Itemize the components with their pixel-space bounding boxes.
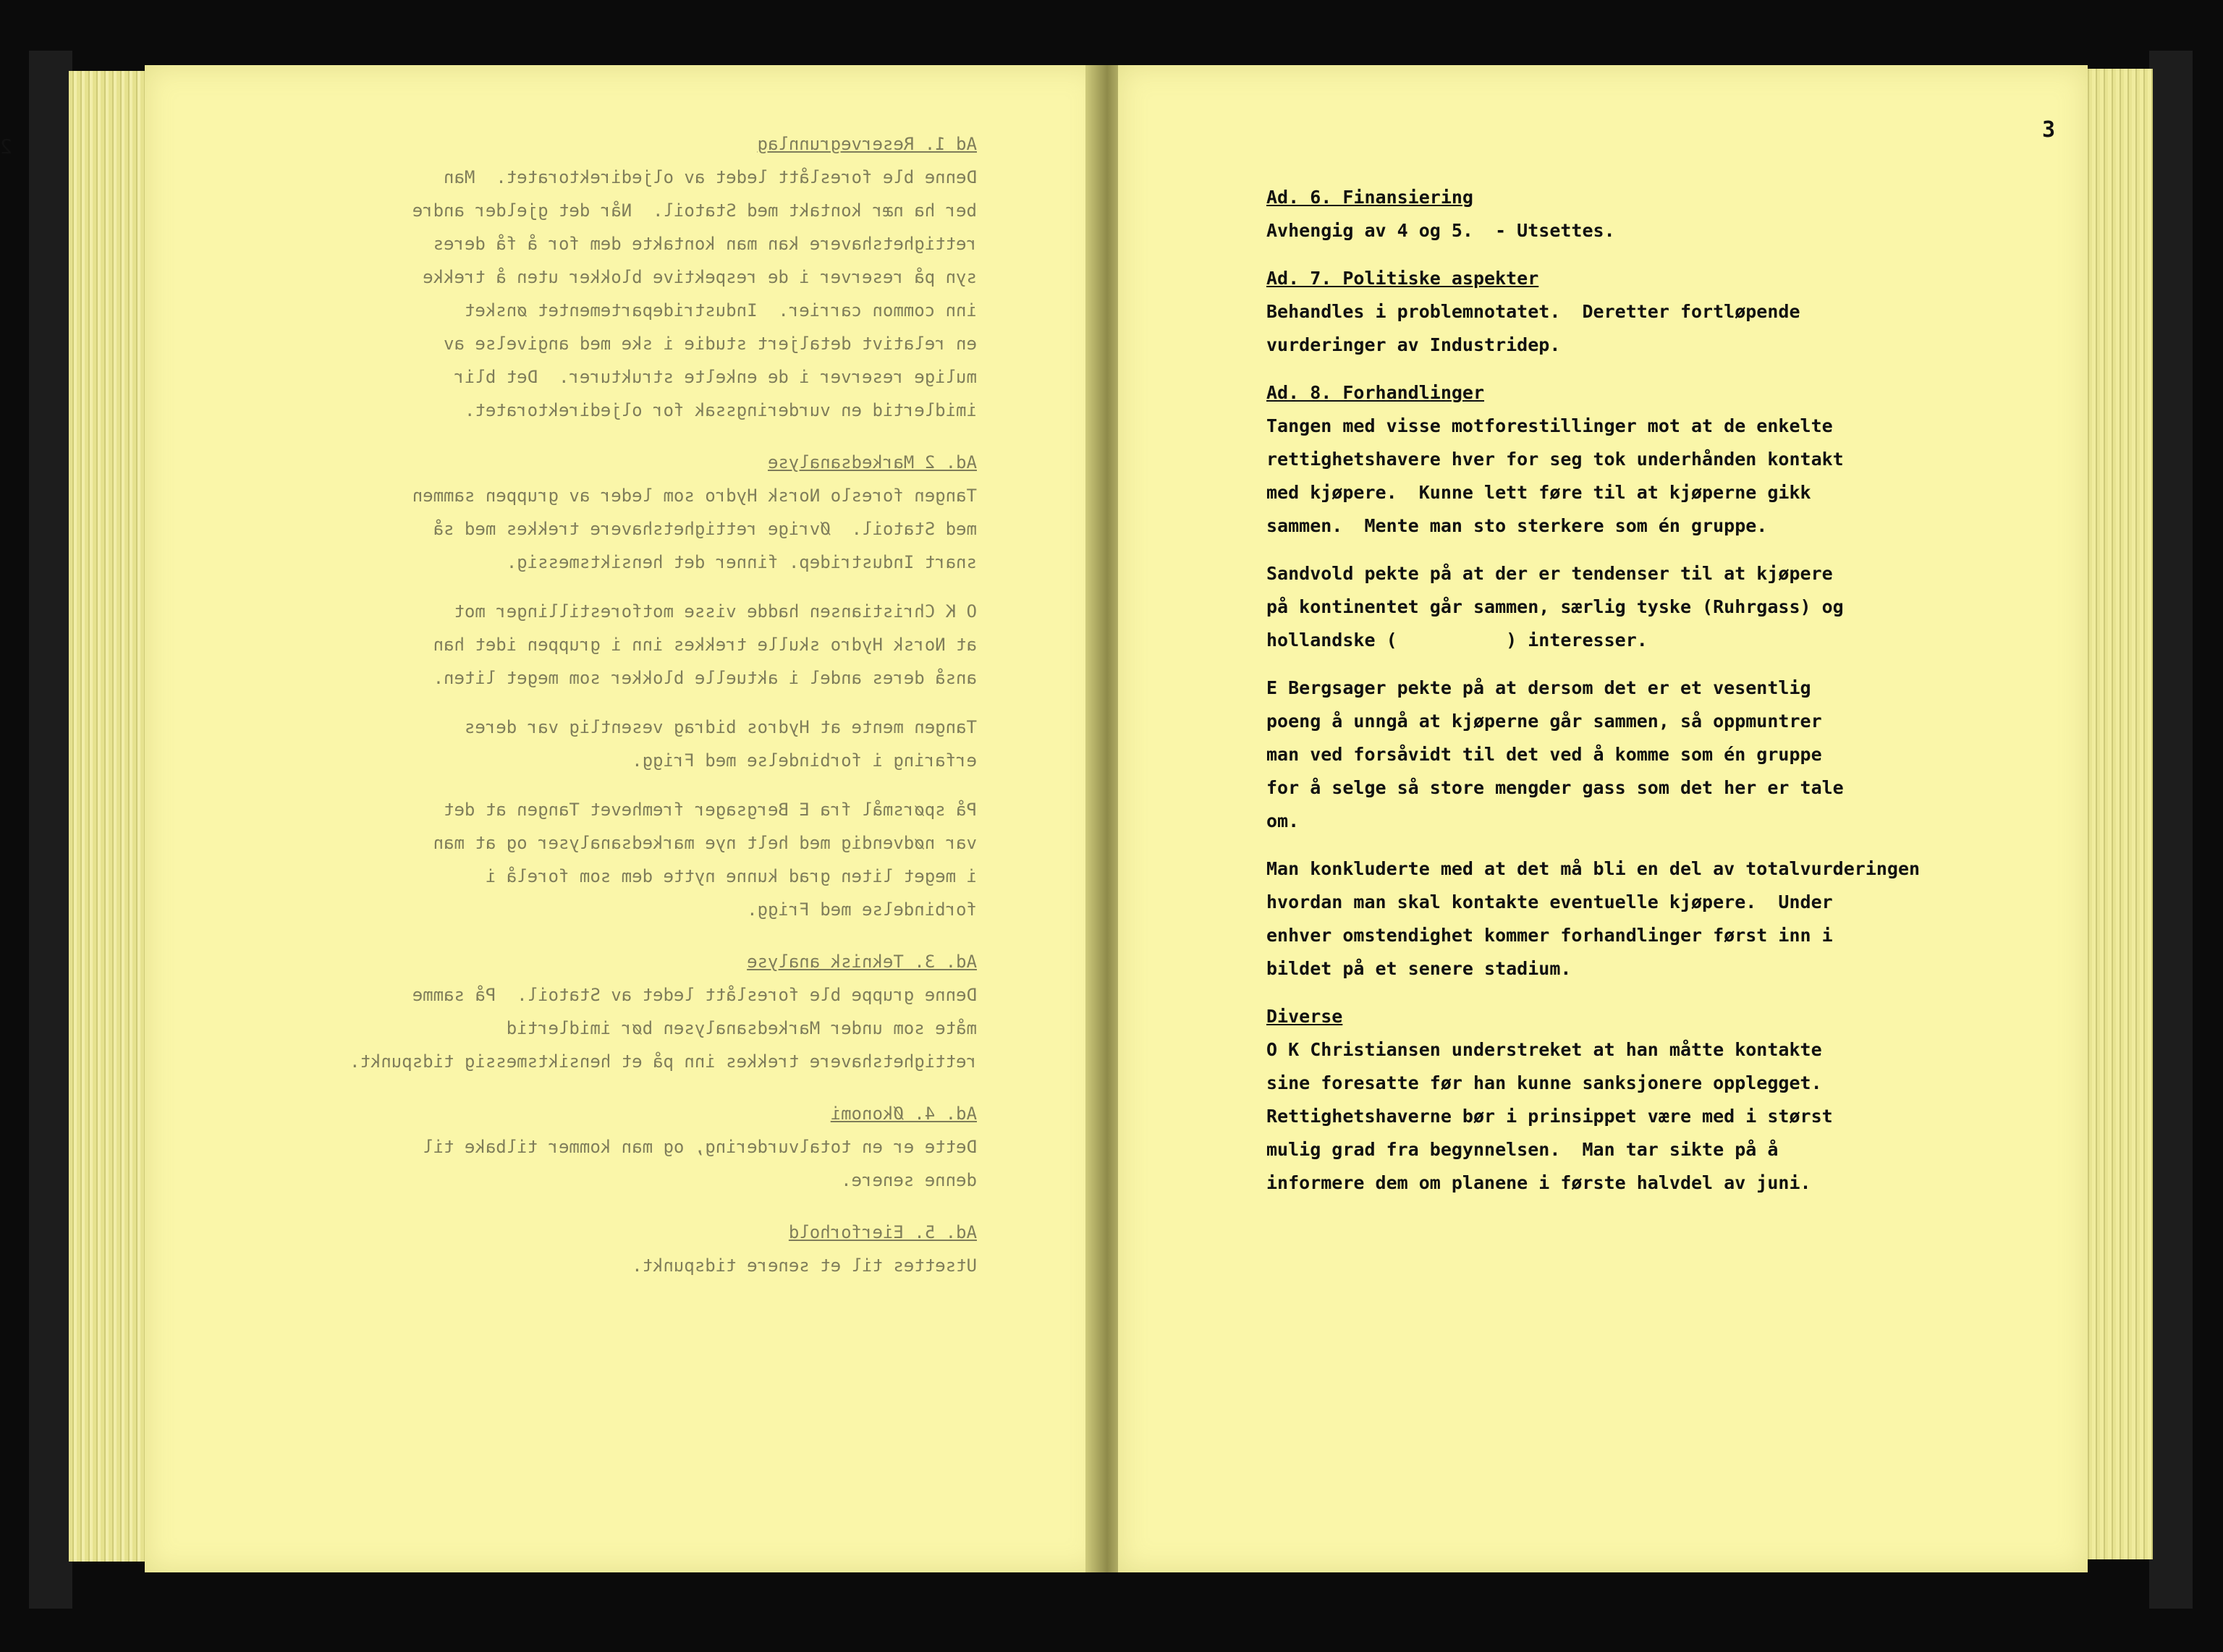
right-page-section-body: Behandles i problemnotatet. Deretter fortløpende vurderinger av Industridep. (1266, 301, 1800, 355)
right-page-section-heading: Ad. 6. Finansiering (1266, 187, 1473, 208)
right-page-section (1266, 852, 2070, 986)
left-page-section (253, 1216, 977, 1282)
right-page (1118, 65, 2088, 1572)
right-page-section-heading: Diverse (1266, 1006, 1343, 1027)
right-page-section-body: E Bergsager pekte på at dersom det er et vesentlig poeng å unngå at kjøperne går sammen, så oppmuntrer man ved forsåvidt til det ved å komme som én gruppe for å selge så store mengder gass som det her er tale om. (1266, 677, 1844, 831)
left-page-section-body: På spørsmål fra E Bergsager fremhevet Tangen at det var nødvendig med helt nye markedsanalyser og at man i meget liten grad kunne nytte dem som forelå i forbindelse med Frigg. (433, 800, 977, 920)
left-page-mirrored-text (0, 65, 1100, 1572)
right-page-section (1266, 262, 2070, 362)
left-page-section-body: O K Christiansen hadde visse motforestillinger mot at Norsk Hydro skulle trekkes inn i gruppen idet han anså deres andel i aktuelle blokker som meget liten. (433, 601, 977, 688)
page-stack-left (69, 71, 148, 1562)
right-page-section-body: O K Christiansen understreket at han måtte kontakte sine foresatte før han kunne sanksjonere opplegget. Rettighetshaverne bør i prinsippet være med i størst mulig grad fra begynnelsen. Man tar sikte på å informere dem om planene i første halvdel av juni. (1266, 1039, 1833, 1193)
left-page-section (253, 446, 977, 579)
left-page-section (253, 595, 977, 695)
right-page-section (1266, 672, 2070, 838)
left-page-section-heading: Ad. 3. Teknisk analyse (747, 952, 977, 972)
left-page-section (253, 1097, 977, 1197)
left-page-section (253, 945, 977, 1078)
right-page-section-heading: Ad. 7. Politiske aspekter (1266, 268, 1539, 289)
left-page-section-body: Tangen foreslo Norsk Hydro som leder av gruppen sammen med Statoil. Øvrige rettighetshavere trekkes med så snart Industridep. finner det hensiktsmessig. (412, 486, 977, 572)
left-page-section-body: Utsettes til et senere tidspunkt. (632, 1255, 977, 1276)
left-page-section-heading: Ad 1. Reservegrunnlag (757, 134, 977, 154)
left-page-section-body: Denne ble foreslått ledet av oljedirektoratet. Man ber ha nær kontakt med Statoil. Når det gjelder andre rettighetshavere kan man kontakte dem for å få deres syn på reserver i de respektive blokker uten å trekke inn common carrier. Industridepartementet ønsket en relativt detaljert studie i ske med angivelse av mulige reserver i de enkelte strukturer. Det blir imidlertid en vurderingssak for oljedirektoratet. (412, 167, 977, 420)
left-page-sections (253, 109, 977, 1298)
left-page-section-body: Denne gruppe ble foreslått ledet av Statoil. På samme måte som under Markedsanalysen bør imidlertid rettighetshavere trekkes inn på et hensiktsmessig tidspunkt. (350, 985, 977, 1072)
right-page-section (1266, 181, 2070, 247)
right-page-number: 3 (2041, 117, 2055, 143)
right-page-section-body: Man konkluderte med at det må bli en del av totalvurderingen hvordan man skal kontakte eventuelle kjøpere. Under enhver omstendighet kommer forhandlinger først inn i bildet på et senere stadium. (1266, 858, 1921, 979)
right-page-section-heading: Ad. 8. Forhandlinger (1266, 382, 1485, 403)
right-page-section (1266, 557, 2070, 657)
binder-edge-left (29, 51, 72, 1609)
right-page-sections (1266, 181, 2070, 1214)
left-page-section-heading: Ad. 5. Eierforhold (788, 1222, 977, 1242)
left-page (0, 65, 1100, 1572)
left-page-section (253, 793, 977, 926)
right-page-section-body: Tangen med visse motforestillinger mot at de enkelte rettighetshavere hver for seg tok underhånden kontakt med kjøpere. Kunne lett føre til at kjøperne gikk sammen. Mente man sto sterkere som én gruppe. (1266, 415, 1844, 536)
right-page-section (1266, 376, 2070, 543)
left-page-section-heading: Ad. 2 Markedsanalyse (768, 452, 977, 473)
right-page-section (1266, 1000, 2070, 1200)
binder-edge-right (2149, 51, 2193, 1609)
left-page-section-body: Dette er en totalvurdering, og man kommer tilbake til denne senere. (423, 1137, 977, 1190)
page-stack-right (2084, 69, 2153, 1559)
left-page-section (253, 711, 977, 777)
right-page-section-body: Avhengig av 4 og 5. - Utsettes. (1266, 220, 1615, 241)
left-page-section (253, 127, 977, 427)
left-page-section-body: Tangen mente at Hydros bidrag vesentlig var deres erfaring i forbindelse med Frigg. (464, 717, 977, 771)
left-page-number: 2 (0, 135, 12, 158)
left-page-section-heading: Ad. 4. Økonomi (830, 1104, 977, 1124)
right-page-section-body: Sandvold pekte på at der er tendenser til at kjøpere på kontinentet går sammen, særlig tyske (Ruhrgass) og hollandske ( ) interesser. (1266, 563, 1844, 651)
